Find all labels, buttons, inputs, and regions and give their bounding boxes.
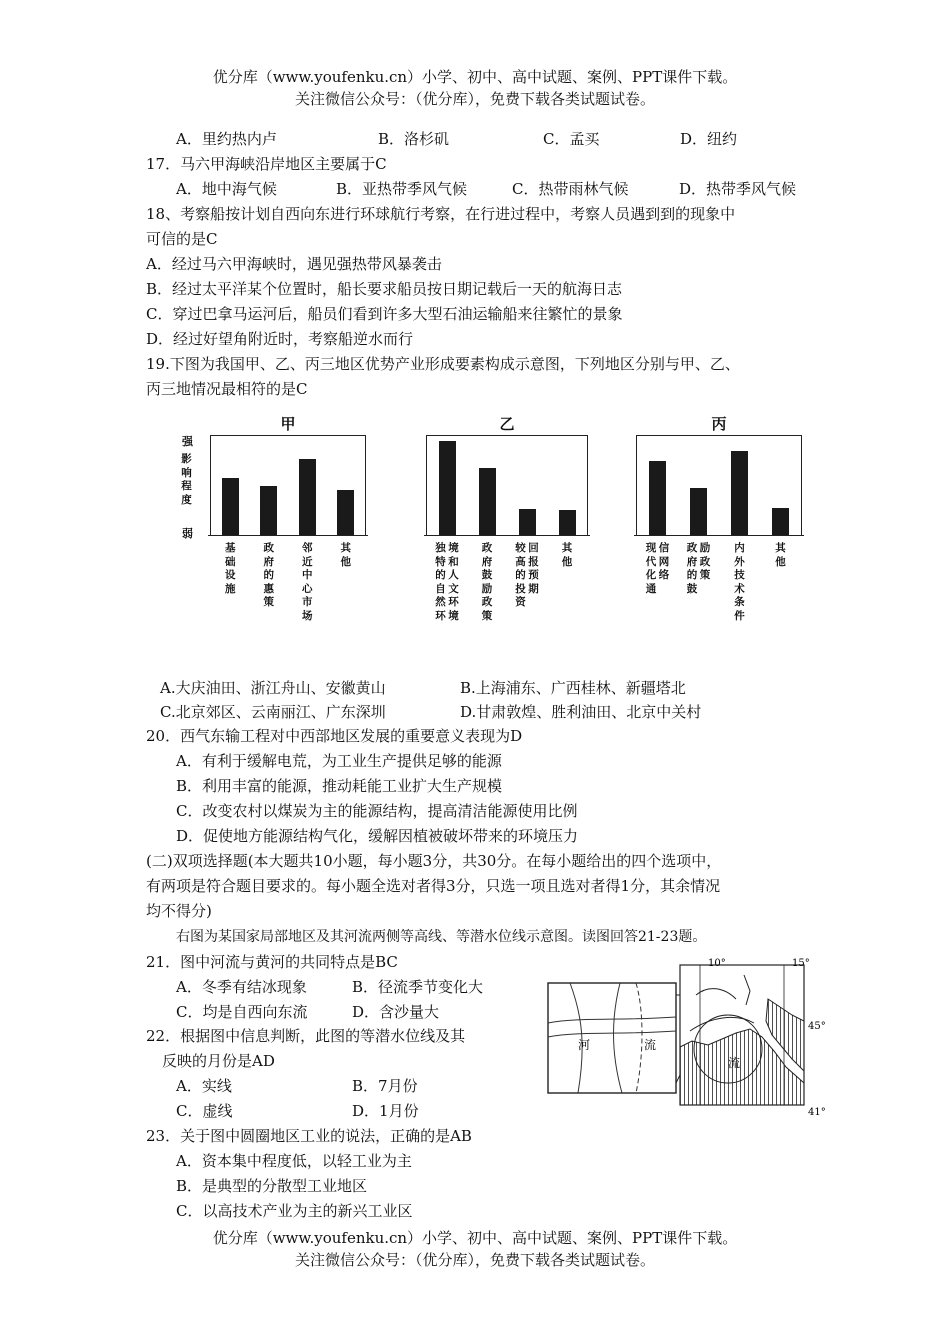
q20-option-b: B．利用丰富的能源，推动耗能工业扩大生产规模: [176, 777, 503, 795]
category-label-col: 较高的投资: [515, 542, 526, 608]
q22-stem-2: 反映的月份是AD: [162, 1052, 275, 1070]
category-label-col: 励政策: [699, 542, 711, 581]
footer-line-1: 优分库（www.youfenku.cn）小学、初中、高中试题、案例、PPT课件下载。: [212, 1229, 738, 1247]
y-bottom-label: 弱: [182, 527, 193, 540]
q19-stem-2: 丙三地情况最相符的是C: [146, 380, 308, 398]
panel-yi: [426, 415, 588, 622]
q19-option-b: B.上海浦东、广西桂林、新疆塔北: [460, 679, 686, 697]
category-label-col: 境和人文环境: [448, 542, 459, 622]
category-label-col: 政府鼓励政策: [481, 542, 493, 622]
q22-option-d: D．1月份: [352, 1102, 419, 1120]
q17-option-c: C．热带雨林气候: [512, 180, 629, 198]
y-top-label: 强: [182, 435, 193, 448]
category-label-col: 其他: [561, 542, 573, 568]
section2-line-3: 均不得分): [146, 902, 212, 920]
y-axis-label: 影响程度: [181, 453, 192, 506]
q23-option-c: C．以高技术产业为主的新兴工业区: [176, 1202, 413, 1220]
regional-map: [680, 958, 826, 1118]
q21-stem: 21．图中河流与黄河的共同特点是BC: [146, 953, 398, 971]
contour-inset: [548, 983, 690, 1093]
q18-option-d: D．经过好望角附近时，考察船逆水而行: [146, 330, 414, 348]
q16-option-d: D．纽约: [680, 130, 738, 148]
q23-option-b: B．是典型的分散型工业地区: [176, 1177, 368, 1195]
header-line-1: 优分库（www.youfenku.cn）小学、初中、高中试题、案例、PPT课件下载。: [212, 68, 738, 86]
section2-intro: 右图为某国家局部地区及其河流两侧等高线、等潜水位线示意图。读图回答21-23题。: [176, 929, 707, 945]
footer-line-2: 关注微信公众号：（优分库），免费下载各类试题试卷。: [294, 1251, 655, 1269]
section2-line-2: 有两项是符合题目要求的。每小题全选对者得3分，只选一项且选对者得1分，其余情况: [146, 877, 721, 895]
q23-stem: 23．关于图中圆圈地区工业的说法，正确的是AB: [146, 1127, 472, 1145]
q20-option-d: D．促使地方能源结构气化，缓解因植被破坏带来的环境压力: [176, 827, 579, 845]
bar-0-1: [260, 486, 277, 535]
panel-yi-title: 乙: [499, 415, 515, 433]
panel-jia: [210, 415, 366, 622]
header-line-2: 关注微信公众号：（优分库），免费下载各类试题试卷。: [294, 90, 655, 108]
category-label-col: 独特的自然环: [435, 542, 446, 622]
bar-1-1: [479, 468, 496, 535]
map-river-label-1: 河: [578, 1038, 591, 1052]
category-label-col: 基础设施: [225, 542, 236, 595]
category-label-col: 政府的鼓: [686, 542, 698, 595]
map-lon-15: 15°: [792, 958, 810, 969]
category-label-col: 政府的惠策: [263, 542, 274, 608]
map-lat-45: 45°: [808, 1021, 826, 1032]
bar-1-3: [559, 510, 576, 535]
panel-jia-baseline: [208, 535, 368, 536]
panel-bing: [636, 415, 802, 622]
q18-stem-2: 可信的是C: [146, 230, 218, 248]
bar-2-0: [649, 461, 666, 535]
category-label-col: 其他: [775, 542, 786, 568]
q17-option-b: B．亚热带季风气候: [336, 180, 468, 198]
category-label-col: 现代化通: [645, 542, 657, 595]
category-label-col: 内外技术条件: [734, 542, 745, 622]
q18-option-a: A．经过马六甲海峡时，遇见强热带风暴袭击: [146, 255, 442, 273]
q21-option-b: B．径流季节变化大: [352, 978, 484, 996]
q19-option-d: D.甘肃敦煌、胜利油田、北京中关村: [460, 703, 702, 721]
q22-option-b: B．7月份: [352, 1077, 418, 1095]
panel-jia-title: 甲: [280, 415, 296, 433]
bar-2-1: [690, 488, 707, 535]
map-river-label-2: 流: [644, 1038, 657, 1052]
q23-option-a: A．资本集中程度低，以轻工业为主: [176, 1152, 412, 1170]
q21-option-c: C．均是自西向东流: [176, 1003, 308, 1021]
q20-option-c: C．改变农村以煤炭为主的能源结构，提高清洁能源使用比例: [176, 802, 578, 820]
panel-yi-baseline: [424, 535, 590, 536]
category-label-col: 其他: [340, 542, 351, 568]
q18-stem-1: 18、考察船按计划自西向东进行环球航行考察，在行进过程中，考察人员遇到到的现象中: [146, 205, 736, 223]
bar-2-3: [772, 508, 789, 535]
bar-0-3: [337, 490, 354, 535]
q17-option-d: D．热带季风气候: [679, 180, 797, 198]
q22-stem-1: 22．根据图中信息判断，此图的等潜水位线及其: [146, 1027, 466, 1045]
q16-option-c: C．孟买: [543, 130, 600, 148]
q16-option-b: B．洛杉矶: [378, 130, 450, 148]
bar-2-2: [731, 451, 748, 535]
river-contour-map: [540, 955, 840, 1125]
q21-option-d: D．含沙量大: [352, 1003, 440, 1021]
section2-line-1: (二)双项选择题(本大题共10小题，每小题3分，共30分。在每小题给出的四个选项中，: [146, 852, 722, 870]
bar-0-2: [299, 459, 316, 535]
q20-stem: 20．西气东输工程对中西部地区发展的重要意义表现为D: [146, 727, 523, 745]
q19-option-a: A.大庆油田、浙江舟山、安徽黄山: [160, 679, 386, 697]
q21-option-a: A．冬季有结冰现象: [176, 978, 307, 996]
category-label-col: 邻近中心市场: [302, 542, 313, 622]
category-label-col: 回报预期: [528, 542, 539, 595]
q19-stem-1: 19.下图为我国甲、乙、丙三地区优势产业形成要素构成示意图，下列地区分别与甲、乙、: [146, 355, 740, 373]
bar-1-0: [439, 441, 456, 535]
bar-0-0: [222, 478, 239, 535]
q22-option-c: C．虚线: [176, 1102, 233, 1120]
q20-option-a: A．有利于缓解电荒，为工业生产提供足够的能源: [176, 752, 502, 770]
q18-option-b: B．经过太平洋某个位置时，船长要求船员按日期记载后一天的航海日志: [146, 280, 623, 298]
industry-factors-chart: [172, 405, 812, 660]
q17-stem: 17．马六甲海峡沿岸地区主要属于C: [146, 155, 387, 173]
bar-1-2: [519, 509, 536, 535]
map-lat-41: 41°: [808, 1107, 826, 1118]
map-river-inset-label: 流: [728, 1056, 741, 1070]
q18-option-c: C．穿过巴拿马运河后，船员们看到许多大型石油运输船来往繁忙的景象: [146, 305, 623, 323]
panel-bing-title: 丙: [711, 415, 727, 433]
q22-option-a: A．实线: [176, 1077, 232, 1095]
q17-option-a: A．地中海气候: [176, 180, 277, 198]
q16-option-a: A．里约热内卢: [176, 130, 277, 148]
category-label-col: 信网络: [658, 542, 670, 581]
q19-option-c: C.北京郊区、云南丽江、广东深圳: [160, 703, 386, 721]
panel-bing-baseline: [634, 535, 804, 536]
map-lon-10: 10°: [708, 958, 726, 969]
